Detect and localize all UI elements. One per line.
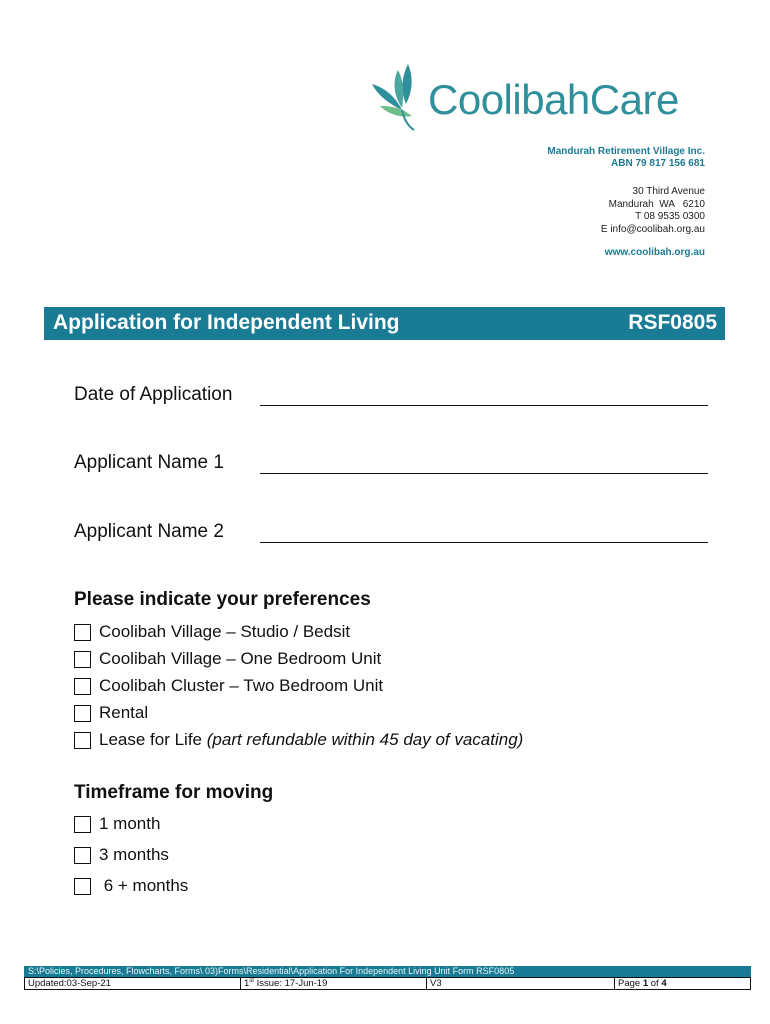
field-underline[interactable] xyxy=(260,473,708,474)
checkbox[interactable] xyxy=(74,705,91,722)
checkbox[interactable] xyxy=(74,651,91,668)
address-line2: Mandurah WA 6210 xyxy=(608,198,705,210)
coolibahcare-logo xyxy=(368,62,713,142)
checkbox[interactable] xyxy=(74,847,91,864)
field-label: Applicant Name 2 xyxy=(74,521,224,542)
org-name: Mandurah Retirement Village Inc. xyxy=(547,146,705,157)
field-underline[interactable] xyxy=(260,405,708,406)
footer-updated: Updated:03-Sep-21 xyxy=(25,978,241,989)
option-label: Rental xyxy=(99,703,149,722)
field-label: Date of Application xyxy=(74,384,233,405)
checkbox[interactable] xyxy=(74,816,91,833)
field-label: Applicant Name 1 xyxy=(74,452,224,473)
org-email: E info@coolibah.org.au xyxy=(600,223,705,235)
option-label: Coolibah Cluster – Two Bedroom Unit xyxy=(99,676,384,695)
field-underline[interactable] xyxy=(260,542,708,543)
option-label: 1 month xyxy=(99,814,161,833)
option-label: Coolibah Village – Studio / Bedsit xyxy=(99,622,351,641)
leaf-icon xyxy=(368,62,430,134)
org-header xyxy=(547,146,705,170)
option-label: Coolibah Village – One Bedroom Unit xyxy=(99,649,382,668)
timeframe-option[interactable] xyxy=(74,875,188,897)
preferences-heading: Please indicate your preferences xyxy=(74,589,371,610)
brand-name: CoolibahCare xyxy=(428,76,679,123)
address-line1: 30 Third Avenue xyxy=(632,186,705,197)
form-title-bar xyxy=(44,307,725,340)
preference-option[interactable] xyxy=(74,729,523,751)
checkbox[interactable] xyxy=(74,678,91,695)
option-label: 6 + months xyxy=(99,876,189,895)
option-note: (part refundable within 45 day of vacating) xyxy=(206,730,524,749)
preference-option[interactable] xyxy=(74,621,350,643)
checkbox[interactable] xyxy=(74,732,91,749)
org-abn: ABN 79 817 156 681 xyxy=(611,158,705,169)
org-website[interactable]: www.coolibah.org.au xyxy=(604,247,705,258)
checkbox[interactable] xyxy=(74,878,91,895)
timeframe-heading: Timeframe for moving xyxy=(74,782,274,803)
org-address xyxy=(601,186,705,236)
org-phone: T 08 9535 0300 xyxy=(635,211,705,222)
footer-version: V3 xyxy=(427,978,615,989)
footer-issue: 1st Issue: 17-Jun-19 xyxy=(241,978,427,989)
option-label: Lease for Life xyxy=(99,730,203,749)
footer-table xyxy=(24,977,751,990)
footer-file-path: S:\Policies, Procedures, Flowcharts, Forms\ 03)Forms\Residential\Application For Independent Living Unit Form RSF0805 xyxy=(24,966,751,977)
footer-page: Page 1 of 4 xyxy=(618,978,667,989)
option-label: 3 months xyxy=(99,845,169,864)
preference-option[interactable] xyxy=(74,675,383,697)
preference-option[interactable] xyxy=(74,702,148,724)
checkbox[interactable] xyxy=(74,624,91,641)
timeframe-option[interactable] xyxy=(74,844,169,866)
preference-option[interactable] xyxy=(74,648,381,670)
timeframe-option[interactable] xyxy=(74,813,160,835)
form-code: RSF0805 xyxy=(628,311,717,334)
form-title: Application for Independent Living xyxy=(53,311,400,334)
